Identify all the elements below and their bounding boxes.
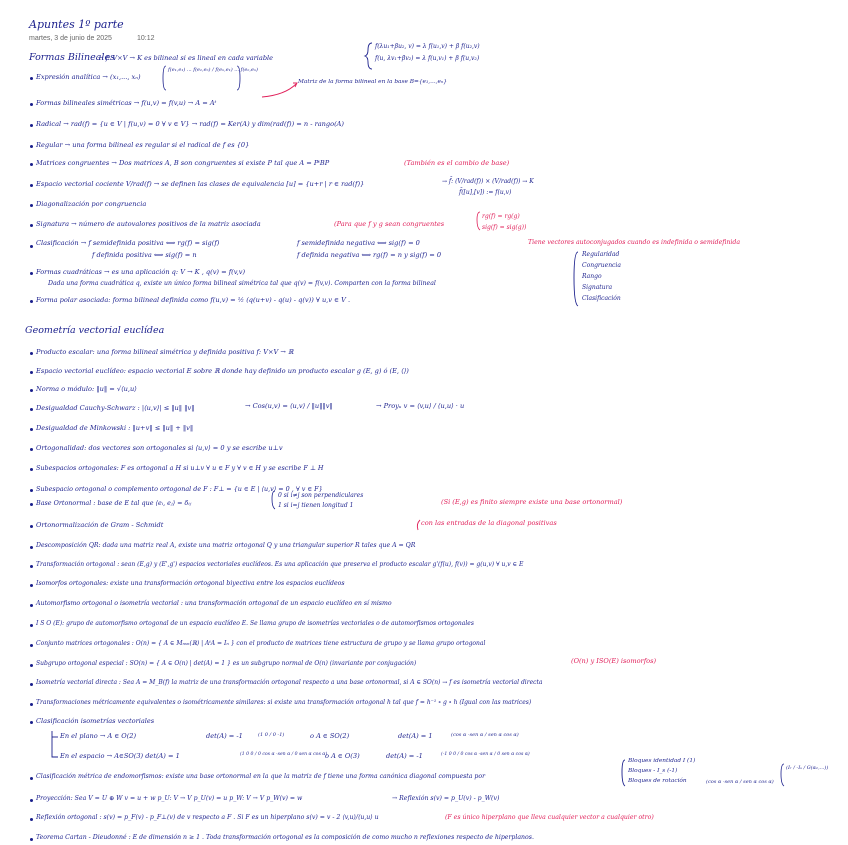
matrices-congruentes: Matrices congruentes → Dos matrices A, B son congruentes si existe P tal que A = PᵗBP	[36, 159, 330, 167]
invariant-item: Clasificación	[582, 295, 621, 302]
qr-note: con las entradas de la diagonal positivas	[421, 519, 557, 527]
bullet	[30, 103, 33, 106]
forma-canonica: (Iᵣ / -Iₛ / G(α₁,...))	[786, 765, 829, 771]
bilineal-eq-1: f(λu₁+βu₂, v) = λ f(u₁,v) + β f(u₂,v)	[375, 43, 480, 50]
bullet	[30, 721, 33, 724]
geometria-item: Norma o módulo: ‖u‖ = √⟨u,u⟩	[36, 385, 137, 393]
geometria-item: Transformaciones métricamente equivalentes o isométricamente similares: si existe una transformación ortogonal h tal que f = h⁻¹ ∘ g ∘ h (Igual con las matrices)	[36, 699, 532, 706]
bilineal-definition: → f: V×V → K es bilineal si es lineal en cada variable	[98, 54, 274, 62]
geometria-item: Conjunto matrices ortogonales : O(n) = { A ∈ Mₙₓₙ(ℝ) | AᵗA = Iₙ } con el producto de matrices tiene estructura de grupo y se llama grupo ortogonal	[36, 640, 486, 647]
geometria-item: Desigualdad de Minkowski : ‖u+v‖ ≤ ‖u‖ + ‖v‖	[36, 424, 194, 432]
cauchy-cos: → Cos(u,v) = ⟨u,v⟩ / ‖u‖‖v‖	[245, 402, 333, 410]
bullet	[30, 428, 33, 431]
expresion-analitica: Expresión analítica → (x₁,..., xₙ)	[36, 73, 141, 81]
plano-det-neg: det(A) = -1	[206, 732, 243, 740]
expresion-matrix: f(e₁,e₁) ... f(e₁,eₙ) / f(eₙ,e₁) ... f(eₙ,eₙ)	[168, 67, 258, 73]
espacio-det-neg: det(A) = -1	[386, 752, 423, 760]
bullet	[30, 818, 33, 821]
bullet	[30, 777, 33, 780]
espacio-o3: o A ∈ O(3)	[325, 752, 360, 760]
bullet	[30, 664, 33, 667]
espacio-matrix-2: (-1 0 0 / 0 cos α -sen α / 0 sen α cos α)	[441, 752, 530, 757]
clasificacion-4: f definida negativa ⟺ rg(f) = n y sig(f) = 0	[297, 251, 442, 259]
ortonormal-case-1: 0 si i≠j son perpendiculares	[278, 492, 364, 499]
signatura-cond-2: sig(f) = sig(g))	[482, 224, 527, 231]
plano-det-pos: det(A) = 1	[398, 732, 433, 740]
bullet	[30, 204, 33, 207]
bullet	[30, 584, 33, 587]
ortonormal-case-2: 1 si i=j tienen longitud 1	[278, 502, 354, 509]
espacio-matrix-1: (1 0 0 / 0 cos α -sen α / 0 sen α cos α)	[240, 752, 328, 757]
invariant-item: Rango	[582, 273, 602, 280]
plano-det-neg-matrix: (1 0 / 0 -1)	[258, 732, 285, 738]
geometria-item: I S O (E): grupo de automorfismo ortogonal de un espacio euclídeo E. Se llama grupo de isometrías vectoriales o de automorfismos ortogonales	[36, 620, 474, 627]
congruentes-note: (También es el cambio de base)	[404, 159, 510, 167]
bullet	[30, 224, 33, 227]
signatura-note: (Para que f y g sean congruentes	[334, 220, 445, 228]
clasificacion-1: Clasificación → f semidefinida positiva ⟺ rg(f) = sig(f)	[36, 239, 220, 247]
geometria-item: Subespacio ortogonal o complemento ortogonal de F : F⊥ = {u ∈ E | ⟨u,v⟩ = 0 , ∀ v ∈ F}	[36, 485, 323, 493]
bullet	[30, 703, 33, 706]
expresion-note: Matriz de la forma bilineal en la base B={e₁,...,eₙ}	[298, 79, 447, 85]
signatura-cond-1: rg(f) = rg(g)	[482, 213, 520, 220]
diagonalizacion: Diagonalización por congruencia	[36, 200, 147, 208]
bullet	[30, 300, 33, 303]
geometria-item: Subespacios ortogonales: F es ortogonal a H si u⊥v ∀ u ∈ F y ∀ v ∈ H y se escribe F ⊥ H	[36, 464, 324, 472]
teorema-cartan: Teorema Cartan - Dieudonné : E de dimensión n ≥ 1 . Toda transformación ortogonal es la composición de como mucho n reflexiones respecto de hiperplanos.	[36, 834, 534, 841]
bullet	[30, 644, 33, 647]
geometria-item: Espacio vectorial euclídeo: espacio vectorial E sobre ℝ donde hay definido un producto escalar g (E, g) ó (E, ⟨⟩)	[36, 367, 409, 375]
so-note: (O(n) y ISO(E) isomorfos)	[571, 657, 657, 665]
page-title: Apuntes 1º parte	[29, 18, 124, 31]
ortonormal-note: (Si (E,g) es finito siempre existe una base ortonormal)	[441, 498, 623, 506]
bullet	[30, 799, 33, 802]
geometria-item: Isometría vectorial directa : Sea A = M_B(f) la matriz de una transformación ortogonal respecto a una base ortonormal, si A ∈ SO(n) → f es isometría vectorial directa	[36, 679, 543, 686]
note-time: 10:12	[137, 35, 155, 42]
bullet	[30, 408, 33, 411]
reflexion: → Reflexión s(v) = p_U(v) - p_W(v)	[392, 795, 500, 802]
geometria-item: Transformación ortogonal : sean (E,g) y (E',g') espacios vectoriales euclídeos. Es una aplicación que preserva el producto escalar g'(f(u), f(v)) = g(u,v) ∀ u,v ∈ E	[36, 561, 524, 568]
bullet	[30, 124, 33, 127]
geometria-item: Automorfismo ortogonal o isometría vectorial : una transformación ortogonal de un espacio euclídeo en sí mismo	[36, 600, 392, 607]
formas-simetricas: Formas bilineales simétricas → f(u,v) = f(v,u) → A = Aᵗ	[36, 99, 217, 107]
bullet	[30, 448, 33, 451]
bullet	[30, 371, 33, 374]
forma-polar: Forma polar asociada: forma bilineal definida como f(u,v) = ½ (q(u+v) - q(u) - q(v)) ∀ u,v ∈ V .	[36, 296, 351, 304]
bullet	[30, 624, 33, 627]
geometria-item: Ortonormalización de Gram - Schmidt	[36, 521, 164, 529]
section-heading-formas-bilineales: Formas Bilineales	[29, 52, 115, 63]
clasificacion-2: f definida positiva ⟺ sig(f) = n	[92, 251, 197, 259]
bullet	[30, 352, 33, 355]
proyeccion-vector: → Proyᵤ v = ⟨v,u⟩ / ⟨u,u⟩ · u	[376, 402, 465, 410]
bullet	[30, 683, 33, 686]
bullet	[30, 525, 33, 528]
clasificacion-3: f semidefinida negativa ⟺ sig(f) = 0	[297, 239, 420, 247]
bullet	[30, 272, 33, 275]
bullet	[30, 546, 33, 549]
formas-cuadraticas-2: Dada una forma cuadrática q, existe un único forma bilineal simétrica tal que q(v) = f(v,v). Comparten con la forma bilineal	[48, 280, 436, 287]
cociente-map-1: → f̄: (V/rad(f)) × (V/rad(f)) → K	[442, 178, 534, 185]
clasificacion-endomorfismos: Clasificación métrica de endomorfismos: existe una base ortonormal en la que la matriz de f tiene una forma canónica diagonal compuesta por	[36, 773, 486, 780]
plano-det-pos-matrix: (cos α -sen α / sen α cos α)	[451, 732, 519, 738]
clasificacion-espacio: En el espacio → A∈SO(3) det(A) = 1	[60, 752, 180, 760]
plano-so2: o A ∈ SO(2)	[310, 732, 350, 740]
note-date: martes, 3 de junio de 2025	[29, 35, 112, 42]
geometria-item: Descomposición QR: dada una matriz real A, existe una matriz ortogonal Q y una triangular superior R tales que A = QR	[36, 542, 416, 549]
bullet	[30, 145, 33, 148]
bullet	[30, 503, 33, 506]
bullet	[30, 184, 33, 187]
bullet	[30, 468, 33, 471]
bullet	[30, 604, 33, 607]
bloque-item: Bloques identidad I (1)	[628, 758, 696, 764]
invariant-item: Signatura	[582, 284, 613, 291]
bilineal-eq-2: f(u, λv₁+βv₂) = λ f(u,v₁) + β f(u,v₂)	[375, 55, 480, 62]
bullet	[30, 565, 33, 568]
bullet	[30, 245, 33, 248]
formas-cuadraticas: Formas cuadráticas → es una aplicación q: V → K , q(v) = f(v,v)	[36, 268, 246, 276]
reflexion-ortogonal: Reflexión ortogonal : s(v) = p_F(v) - p_F⊥(v) de v respecto a F . Si F es un hiperplano s(v) = v - 2 ⟨v,u⟩/⟨u,u⟩ u	[36, 814, 379, 821]
invariant-item: Regularidad	[582, 251, 620, 258]
radical: Radical → rad(f) = {u ∈ V | f(u,v) = 0 ∀ v ∈ V} → rad(f) = Ker(A) y dim(rad(f)) = n - rango(A)	[36, 120, 344, 128]
regular: Regular → una forma bilineal es regular si el radical de f es {0}	[36, 141, 250, 149]
bloque-item: Bloques - I_s (-1)	[628, 768, 678, 774]
geometria-item: Subgrupo ortogonal especial : SO(n) = { A ∈ O(n) | det(A) = 1 } es un subgrupo normal de O(n) (invariante por conjugación)	[36, 660, 417, 667]
geometria-item: Desigualdad Cauchy-Schwarz : |⟨u,v⟩| ≤ ‖u‖ ‖v‖	[36, 404, 195, 412]
bloque-item: Bloques de rotación	[628, 778, 687, 784]
signatura: Signatura → número de autovalores positivos de la matriz asociada	[36, 220, 261, 228]
bullet	[30, 77, 33, 80]
espacio-cociente: Espacio vectorial cociente V/rad(f) → se definen las clases de equivalencia [u] = {u+r | r ∈ rad(f)}	[36, 180, 365, 188]
bullet	[30, 163, 33, 166]
bullet	[30, 489, 33, 492]
proyeccion: Proyección: Sea V = U ⊕ W v = u + w p_U: V → V p_U(v) = u p_W: V → V p_W(v) = w	[36, 795, 303, 802]
bullet	[30, 838, 33, 841]
bullet	[30, 389, 33, 392]
reflexion-note: (F es único hiperplano que lleva cualquier vector a cualquier otro)	[445, 814, 654, 821]
clasificacion-plano: En el plano → A ∈ O(2)	[60, 732, 137, 740]
geometria-item: Producto escalar: una forma bilineal simétrica y definida positiva f: V×V → ℝ	[36, 348, 294, 356]
cociente-map-2: f̄([u],[v]) := f(u,v)	[459, 189, 512, 196]
clasificacion-note: Tiene vectores autoconjugados cuando es indefinida o semidefinida	[528, 239, 741, 246]
geometria-item: Isomorfos ortogonales: existe una transformación ortogonal biyectiva entre los espacios euclídeos	[36, 580, 345, 587]
invariant-item: Congruencia	[582, 262, 621, 269]
geometria-item: Clasificación isometrías vectoriales	[36, 717, 155, 725]
geometria-item: Base Ortonormal : base de E tal que ⟨eᵢ, eⱼ⟩ = δᵢⱼ	[36, 499, 192, 507]
section-heading-geometria: Geometría vectorial euclídea	[25, 325, 165, 336]
geometria-item: Ortogonalidad: dos vectores son ortogonales si ⟨u,v⟩ = 0 y se escribe u⊥v	[36, 444, 283, 452]
bloques-rot-matrix: (cos α -sen α / sen α cos α)	[706, 779, 774, 785]
